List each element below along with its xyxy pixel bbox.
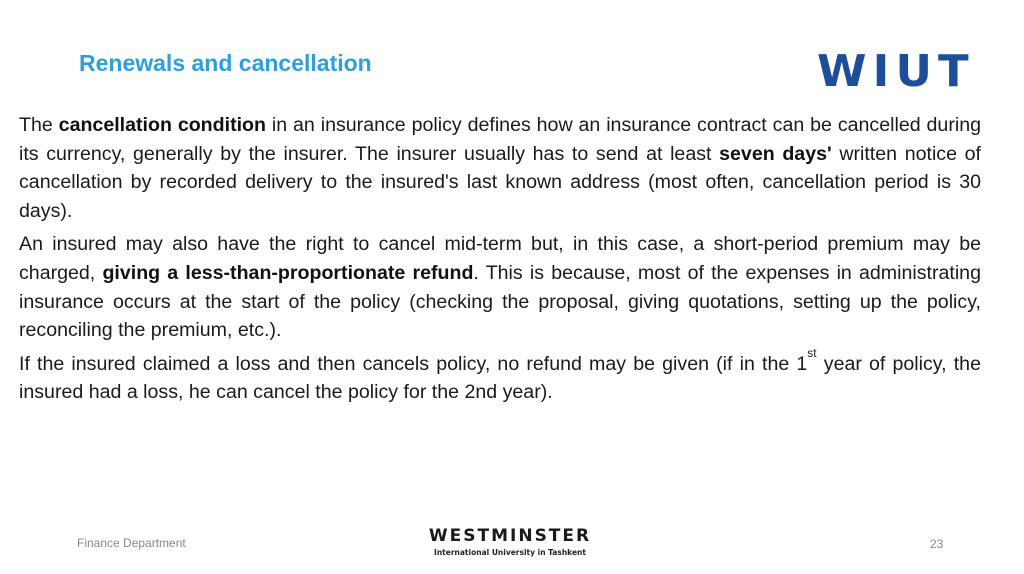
bold-text: seven days': [719, 142, 832, 165]
text-segment: If the insured claimed a loss and then cancels policy, no refund may be given (if in the 1: [19, 352, 808, 375]
text-segment: year of policy, the insured had a loss, he can cancel the policy for the 2nd year).: [19, 352, 981, 404]
text-segment: . This is because, most of the expenses in administrating insurance occurs at the start of the policy (checking the proposal, giving quotations, setting up the policy, reconciling the premium, etc.).: [19, 261, 981, 342]
slide-title: Renewals and cancellation: [79, 50, 372, 76]
slide-body: [19, 111, 981, 412]
westminster-logo-subtitle: International University in Tashkent: [434, 548, 586, 557]
paragraph-mid-term-cancel: [19, 230, 981, 344]
text-segment: An insured may also have the right to cancel mid-term but, in this case, a short-period premium may be charged,: [19, 233, 981, 284]
westminster-logo-name: WESTMINSTER: [428, 526, 592, 546]
text-segment: written notice of cancellation by recorded delivery to the insured's last known address (most often, cancellation period is 30 days).: [19, 142, 981, 222]
paragraph-cancellation-condition: [19, 111, 981, 225]
paragraph-loss-refund: [19, 345, 981, 407]
bold-text: giving a less-than-proportionate refund: [102, 261, 474, 284]
text-segment: The: [19, 114, 59, 136]
westminster-logo: [423, 527, 597, 559]
footer-department: Finance Department: [77, 536, 186, 550]
text-segment: in an insurance policy defines how an insurance contract can be cancelled during its currency, generally by the insurer. The insurer usually has to send at least: [19, 114, 981, 165]
bold-text: cancellation condition: [58, 114, 266, 136]
superscript-text: st: [807, 345, 817, 360]
wiut-logo: WIUT: [817, 46, 975, 97]
page-number: 23: [930, 537, 944, 551]
